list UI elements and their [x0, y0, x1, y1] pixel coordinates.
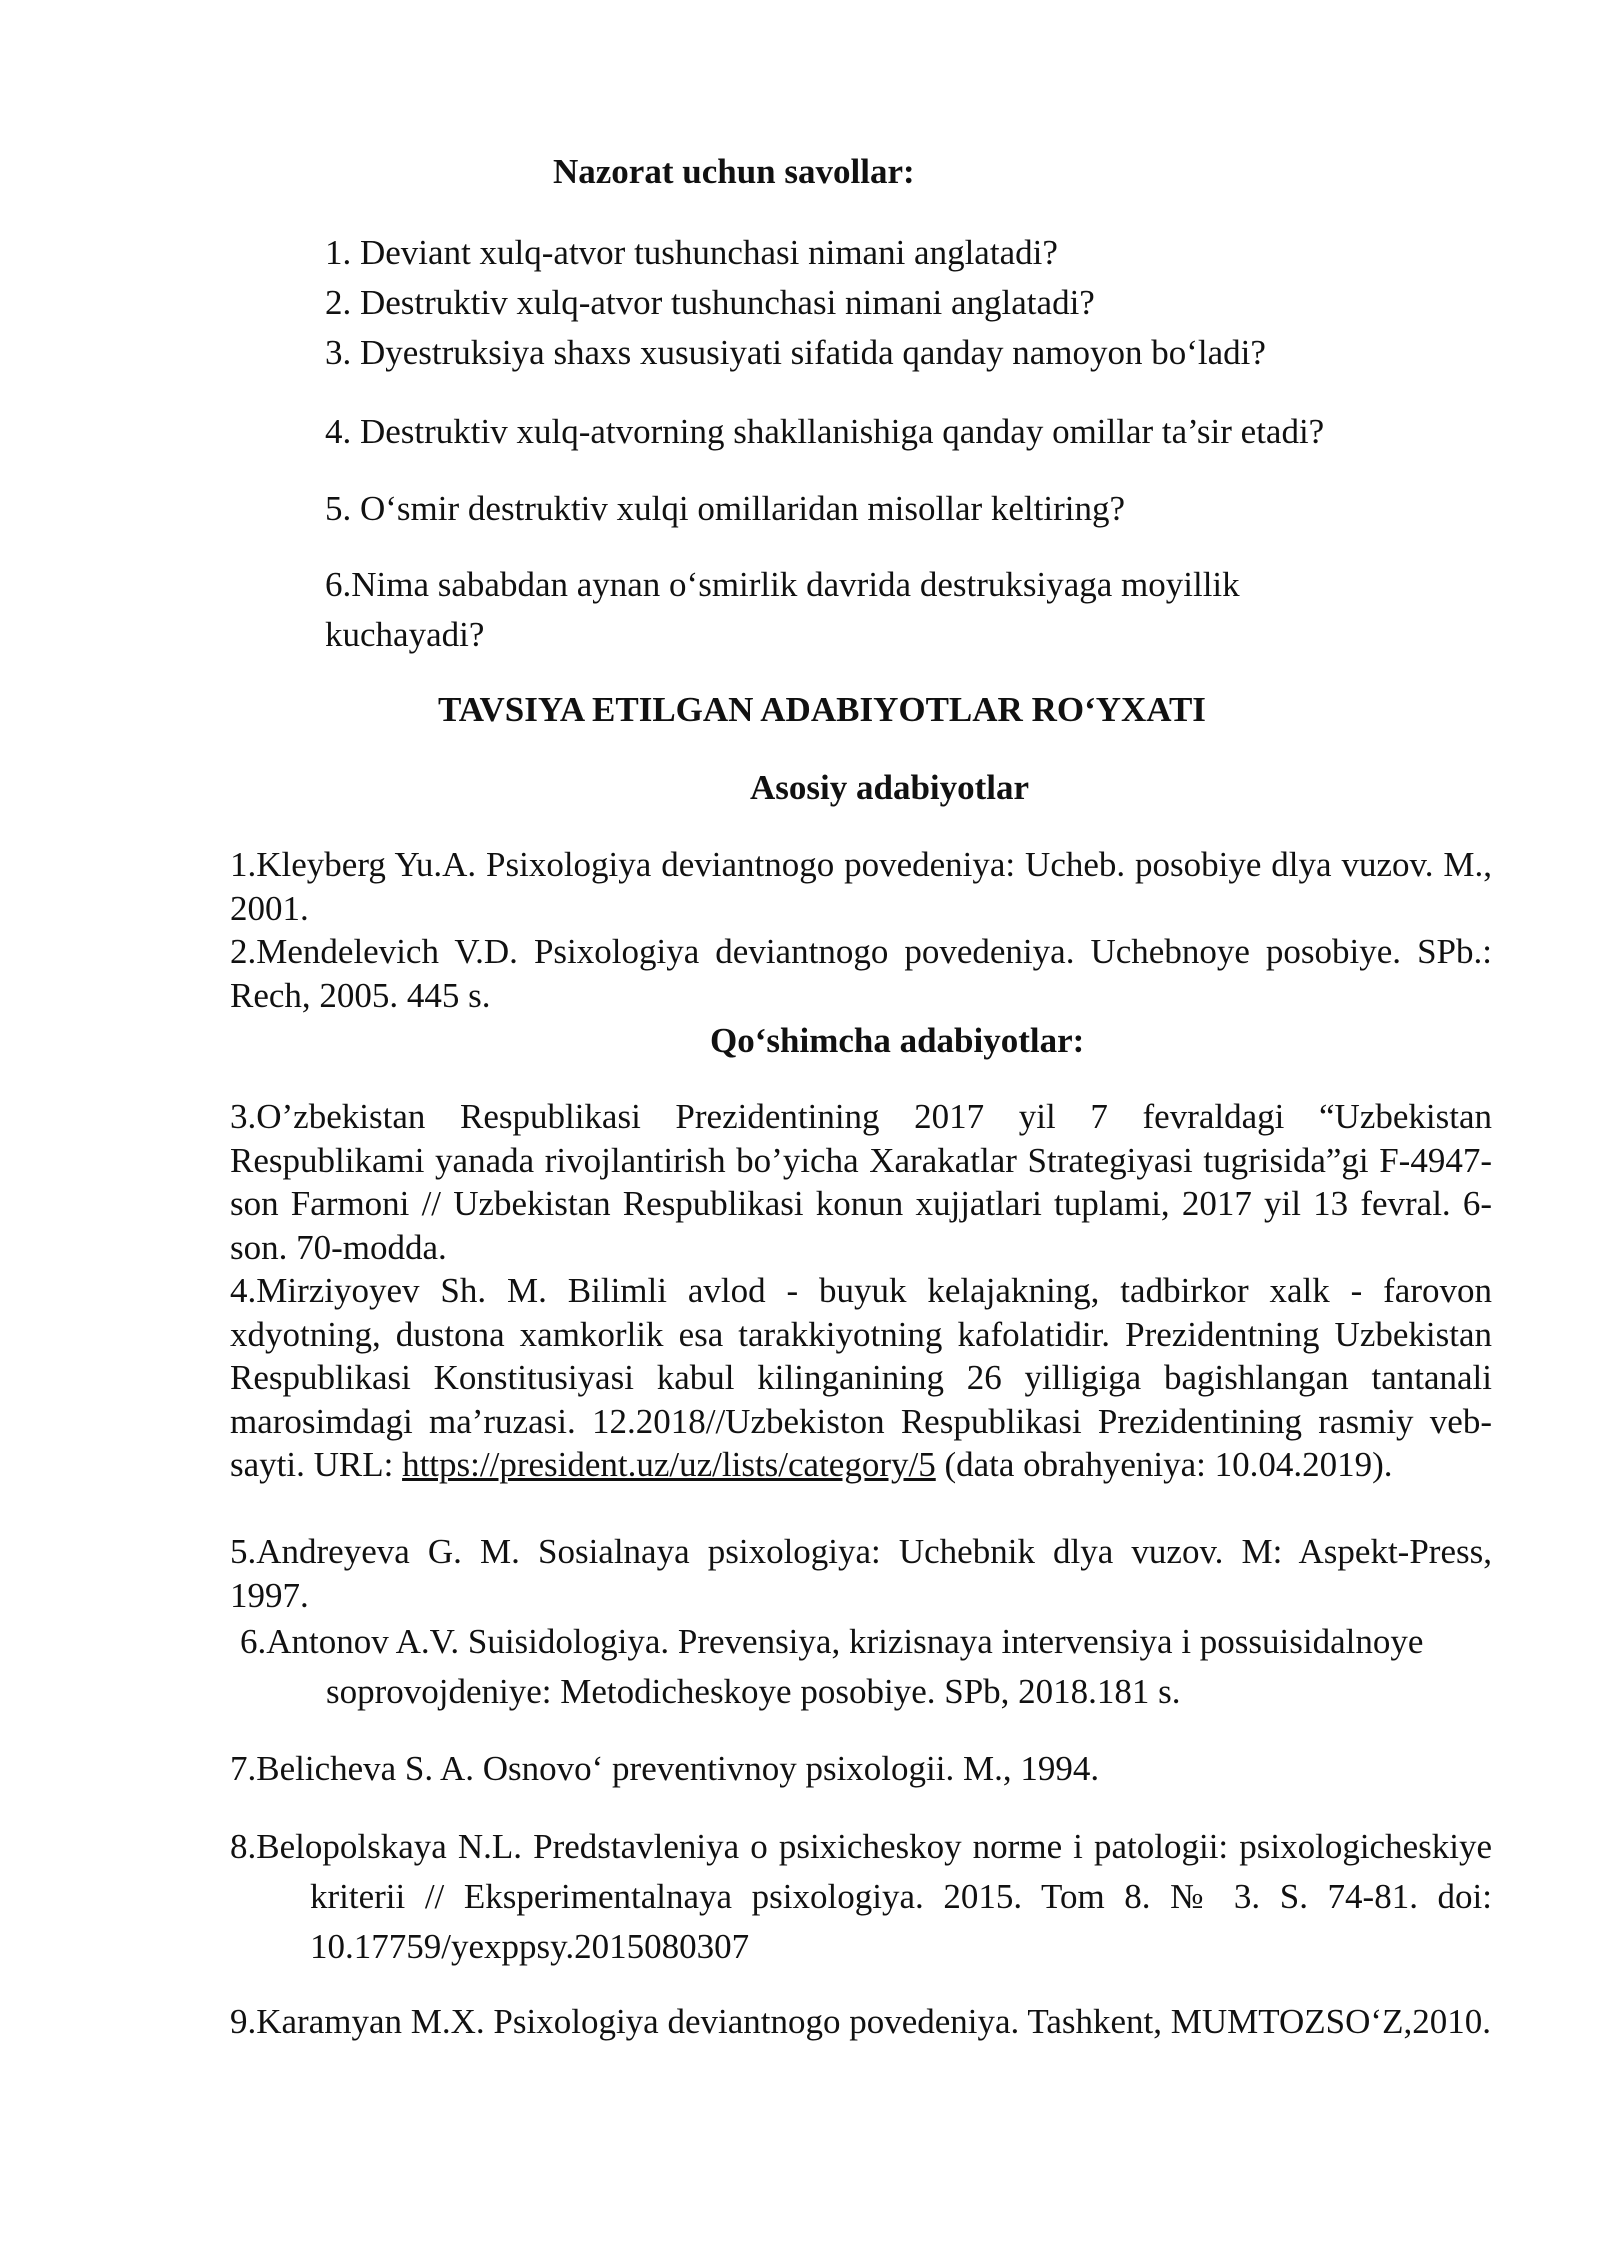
reference-item: 5.Andreyeva G. M. Sosialnaya psixologiya: Uchebnik dlya vuzov. M: Aspekt-Press, 1997.: [230, 1532, 1492, 1615]
president-site-link[interactable]: https://president.uz/uz/lists/category/5: [402, 1445, 936, 1484]
question-item: 5. O‘smir destruktiv xulqi omillaridan misollar keltiring?: [325, 489, 1126, 528]
reference-item: 9.Karamyan M.X. Psixologiya deviantnogo povedeniya. Tashkent, MUMTOZSO‘Z,2010.: [230, 2002, 1491, 2041]
reference-text: (data obrahyeniya: 10.04.2019).: [935, 1445, 1393, 1484]
main-literature-heading: Asosiy adabiyotlar: [750, 768, 1030, 807]
control-questions-heading: Nazorat uchun savollar:: [553, 152, 915, 191]
additional-literature-heading: Qo‘shimcha adabiyotlar:: [710, 1021, 1085, 1060]
reference-item: [230, 1269, 1492, 1487]
reference-text: 6.Antonov A.V. Suisidologiya. Prevensiya, krizisnaya intervensiya i possuisidalnoye: [240, 1622, 1424, 1661]
reference-item: 8.Belopolskaya N.L. Predstavleniya o psixicheskoy norme i patologii: psixologicheskiye kriterii // Eksperimentalnaya psixologiya. 2015. Tom 8. № 3. S. 74-81. doi: 10.17759/yexppsy.2015080307: [230, 1827, 1492, 1966]
question-item: 3. Dyestruksiya shaxs xususiyati sifatida qanday namoyon bo‘ladi?: [325, 333, 1266, 372]
question-item: 2. Destruktiv xulq-atvor tushunchasi nimani anglatadi?: [325, 283, 1095, 322]
literature-heading: TAVSIYA ETILGAN ADABIYOTLAR RO‘YXATI: [438, 690, 1206, 729]
reference-item: 1.Kleyberg Yu.A. Psixologiya deviantnogo povedeniya: Ucheb. posobiye dlya vuzov. M., 2001.: [230, 845, 1492, 928]
reference-item: [240, 1617, 1494, 1717]
reference-text: soprovojdeniye: Metodicheskoye posobiye. SPb, 2018.181 s.: [326, 1672, 1181, 1711]
question-item: 6.Nima sababdan aynan o‘smirlik davrida destruksiyaga moyillik kuchayadi?: [325, 565, 1240, 654]
reference-item: 2.Mendelevich V.D. Psixologiya deviantnogo povedeniya. Uchebnoye posobiye. SPb.: Rech, 2005. 445 s.: [230, 932, 1492, 1015]
question-item: 4. Destruktiv xulq-atvorning shakllanishiga qanday omillar ta’sir etadi?: [325, 412, 1325, 451]
reference-item: 3.O’zbekistan Respublikasi Prezidentining 2017 yil 7 fevraldagi “Uzbekistan Respublikami yanada rivojlantirish bo’yicha Xarakatlar Strategiyasi tugrisida”gi F-4947-son Farmoni // Uzbekistan Respublikasi konun xujjatlari tuplami, 2017 yil 13 fevral. 6-son. 70-modda.: [230, 1097, 1492, 1267]
reference-item: 7.Belicheva S. A. Osnovo‘ preventivnoy psixologii. M., 1994.: [230, 1749, 1100, 1788]
reference-text: 4.Mirziyoyev Sh. M. Bilimli avlod - buyuk kelajakning, tadbirkor xalk - farovon xdyotning, dustona xamkorlik esa tarakkiyotning kafolatidir. Prezidentning Uzbekistan Respublikasi Konstitusiyasi kabul kilinganining 26 yilligiga bagishlangan tantanali marosimdagi ma’ruzasi. 12.2018//Uzbekiston Respublikasi Prezidentining rasmiy veb-sayti. URL:: [230, 1271, 1492, 1484]
question-item: 1. Deviant xulq-atvor tushunchasi nimani anglatadi?: [325, 233, 1058, 272]
